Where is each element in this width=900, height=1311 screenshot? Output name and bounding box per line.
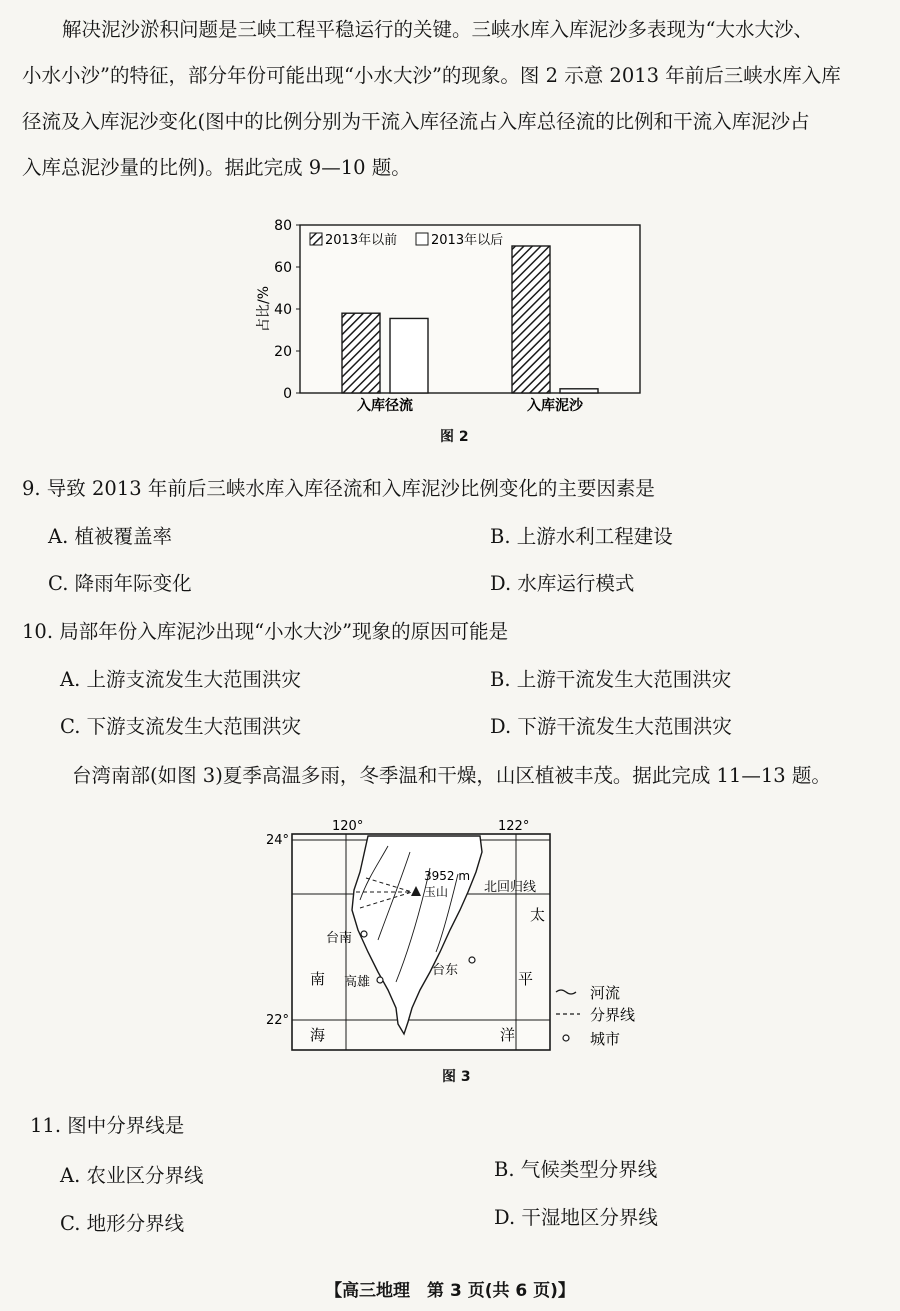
city-kaohsiung-marker (377, 977, 383, 983)
legend-city-icon (563, 1035, 569, 1041)
lon-label-120: 120° (332, 819, 364, 834)
peak-elevation: 3952 m (424, 869, 471, 883)
y-tick-label: 40 (274, 302, 292, 318)
q10-option-a[interactable]: A. 上游支流发生大范围洪灾 (60, 668, 301, 691)
sea-label-nan: 南 (310, 970, 326, 988)
bar-after-0 (390, 318, 428, 393)
question-9-stem: 9. 导致 2013 年前后三峡水库入库径流和入库泥沙比例变化的主要因素是 (22, 477, 655, 500)
y-axis-label: 占比/% (256, 285, 272, 333)
legend-city-label: 城市 (590, 1030, 621, 1048)
city-taitung-marker (469, 957, 475, 963)
legend-label-after: 2013年以后 (431, 233, 504, 248)
bar-before-1 (512, 246, 550, 393)
y-tick-label: 0 (283, 386, 292, 402)
city-tainan-marker (361, 931, 367, 937)
intro-line-2: 小水小沙”的特征，部分年份可能出现“小水大沙”的现象。图 2 示意 2013 年前后三峡水库入库 (22, 64, 841, 87)
legend-river-label: 河流 (590, 984, 621, 1002)
intro-paragraph-2: 台湾南部(如图 3)夏季高温多雨，冬季温和干燥，山区植被丰茂。据此完成 11—13 题。 (72, 764, 831, 787)
city-tainan-label: 台南 (326, 931, 353, 946)
x-category-label: 入库径流 (357, 398, 413, 414)
figure-2-caption: 图 2 (440, 429, 469, 445)
ocean-label-ping: 平 (518, 970, 534, 988)
question-10-stem: 10. 局部年份入库泥沙出现“小水大沙”现象的原因可能是 (22, 620, 509, 643)
intro-line-4: 入库总泥沙量的比例)。据此完成 9—10 题。 (22, 156, 411, 179)
legend-swatch-before (310, 233, 322, 245)
bar-after-1 (560, 389, 598, 393)
x-category-label: 入库泥沙 (527, 398, 583, 414)
lat-label-24: 24° (266, 833, 290, 848)
q9-option-a[interactable]: A. 植被覆盖率 (48, 525, 172, 548)
q11-option-c[interactable]: C. 地形分界线 (60, 1212, 185, 1235)
q9-option-d[interactable]: D. 水库运行模式 (490, 572, 635, 595)
intro-paragraph-1 (22, 7, 882, 191)
q11-option-a[interactable]: A. 农业区分界线 (60, 1164, 204, 1187)
q11-option-b[interactable]: B. 气候类型分界线 (494, 1158, 658, 1181)
legend-label-before: 2013年以前 (325, 233, 398, 248)
intro-line-3: 径流及入库泥沙变化(图中的比例分别为干流入库径流占入库总径流的比例和干流入库泥沙占 (22, 110, 810, 133)
peak-name: 玉山 (424, 885, 449, 899)
lat-label-22: 22° (266, 1013, 290, 1028)
bar-before-0 (342, 313, 380, 393)
q10-option-b[interactable]: B. 上游干流发生大范围洪灾 (490, 668, 732, 691)
question-11-stem: 11. 图中分界线是 (30, 1114, 185, 1137)
q9-option-c[interactable]: C. 降雨年际变化 (48, 572, 192, 595)
figure-3-caption: 图 3 (442, 1069, 471, 1085)
legend-river-icon (556, 990, 576, 994)
intro-line-1: 解决泥沙淤积问题是三峡工程平稳运行的关键。三峡水库入库泥沙多表现为“大水大沙、 (62, 18, 813, 41)
lon-label-122: 122° (498, 819, 530, 834)
y-tick-label: 80 (274, 218, 292, 234)
legend-swatch-after (416, 233, 428, 245)
q10-option-d[interactable]: D. 下游干流发生大范围洪灾 (490, 715, 732, 738)
ocean-label-tai: 太 (530, 906, 546, 924)
figure-3-map (260, 812, 660, 1057)
y-tick-label: 60 (274, 260, 292, 276)
city-kaohsiung-label: 高雄 (344, 975, 371, 990)
page-footer: 【高三地理 第 3 页(共 6 页)】 (325, 1281, 575, 1301)
q10-option-c[interactable]: C. 下游支流发生大范围洪灾 (60, 715, 302, 738)
q9-option-b[interactable]: B. 上游水利工程建设 (490, 525, 673, 548)
figure-2-bar-chart (240, 215, 660, 420)
city-taitung-label: 台东 (432, 963, 459, 978)
q11-option-d[interactable]: D. 干湿地区分界线 (494, 1206, 658, 1229)
ocean-label-yang: 洋 (500, 1026, 516, 1044)
legend-boundary-label: 分界线 (590, 1006, 636, 1024)
sea-label-hai: 海 (310, 1026, 326, 1044)
y-tick-label: 20 (274, 344, 292, 360)
tropic-label: 北回归线 (484, 880, 537, 895)
